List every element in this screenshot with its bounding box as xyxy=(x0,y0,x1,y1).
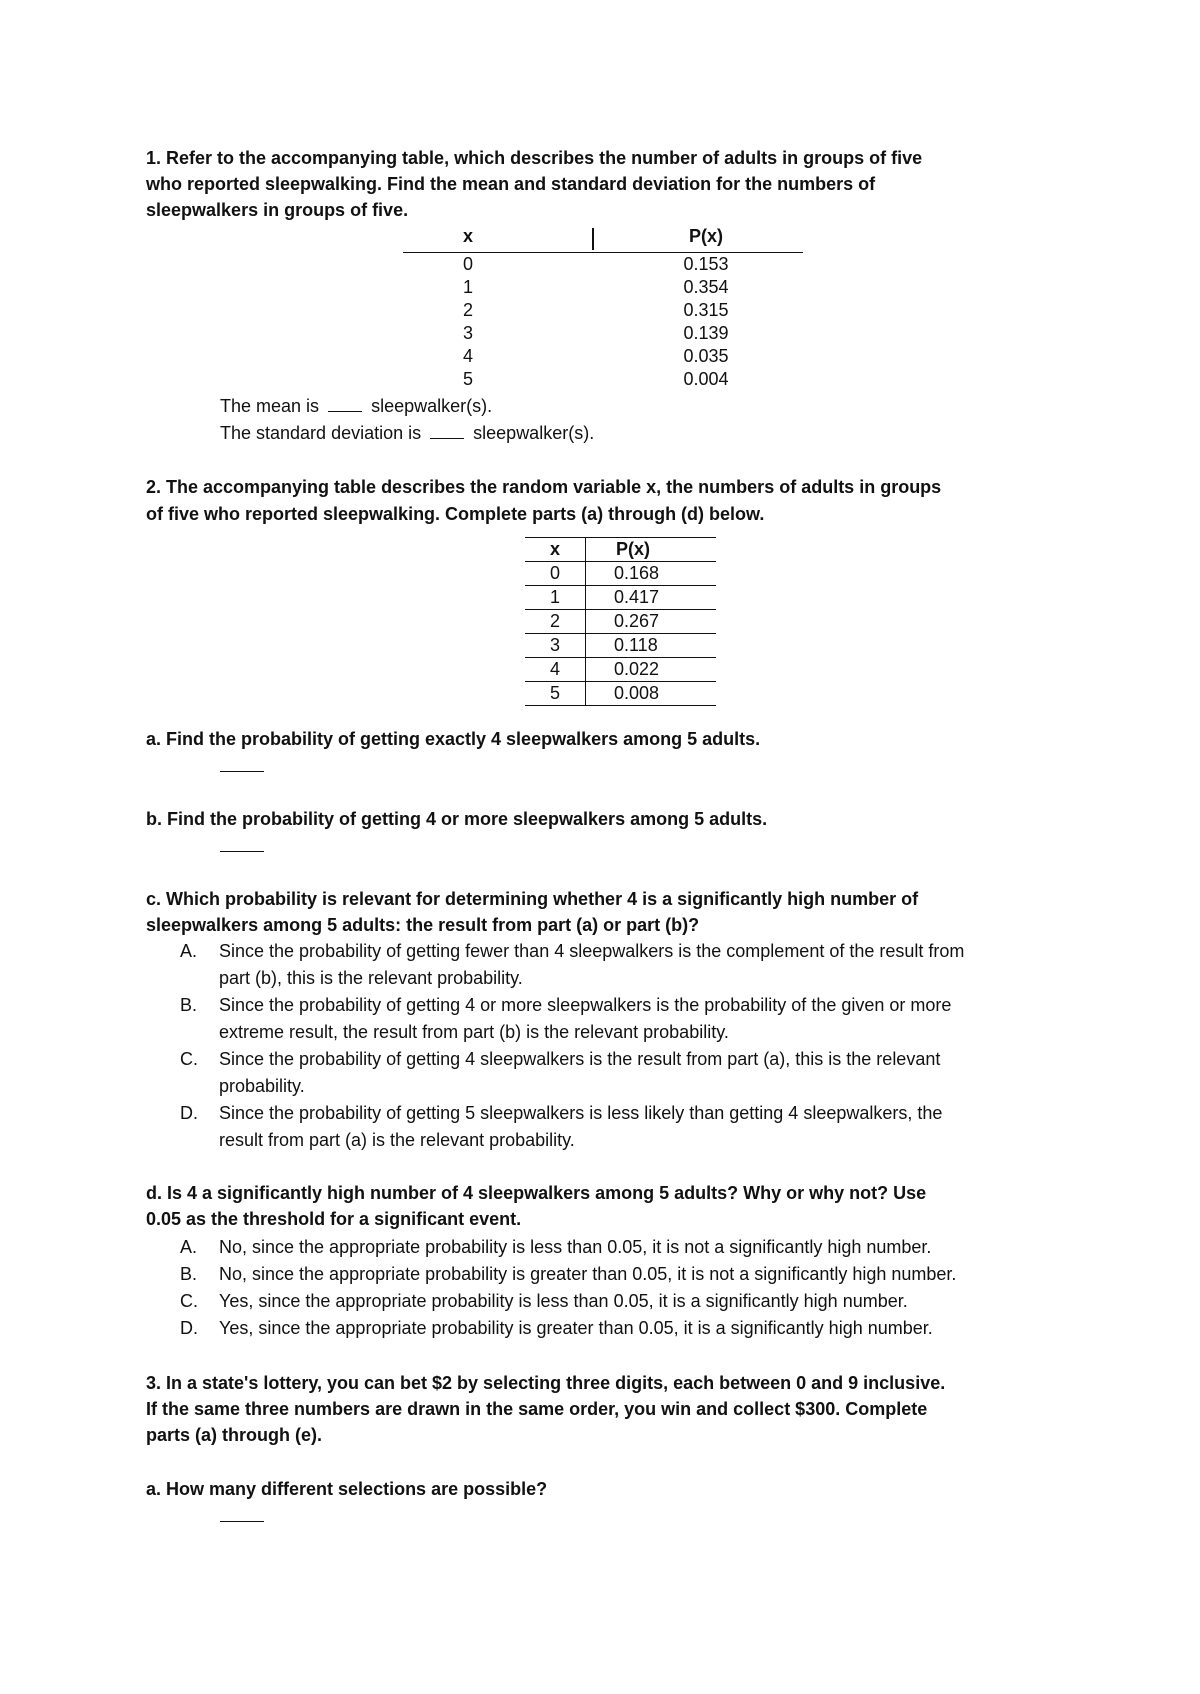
option-letter: C. xyxy=(180,1291,198,1311)
q2-probability-table xyxy=(525,537,716,706)
cell-x: 1 xyxy=(462,277,473,297)
table-row xyxy=(525,658,716,682)
sd-suffix: sleepwalker(s). xyxy=(473,423,595,443)
q2c-line-2: sleepwalkers among 5 adults: the result from part (a) or part (b)? xyxy=(146,915,700,935)
option-text: Yes, since the appropriate probability is less than 0.05, it is a significantly high number. xyxy=(219,1291,908,1311)
table-row xyxy=(403,253,803,276)
q2-line-2: of five who reported sleepwalking. Complete parts (a) through (d) below. xyxy=(146,504,765,524)
q1-table-header xyxy=(403,226,803,253)
q1-mean-answer xyxy=(220,393,492,419)
option-letter: D. xyxy=(180,1103,198,1123)
table-row xyxy=(525,562,716,586)
cell-x: 5 xyxy=(525,682,586,706)
q1-header-px: P(x) xyxy=(688,226,723,246)
option-text: result from part (a) is the relevant probability. xyxy=(219,1130,575,1150)
option-letter: D. xyxy=(180,1318,198,1338)
cell-x: 3 xyxy=(525,634,586,658)
q1-probability-table xyxy=(403,226,803,391)
option-text: probability. xyxy=(219,1076,305,1096)
q2c-line-1: c. Which probability is relevant for determining whether 4 is a significantly high number of xyxy=(146,889,919,909)
q2-header-x: x xyxy=(525,538,586,562)
option-text: No, since the appropriate probability is less than 0.05, it is not a significantly high number. xyxy=(219,1237,932,1257)
table-header-row xyxy=(525,538,716,562)
table-row xyxy=(403,368,803,391)
cell-x: 0 xyxy=(462,254,473,274)
q1-line-3: sleepwalkers in groups of five. xyxy=(146,200,409,220)
cell-px: 0.118 xyxy=(586,634,717,658)
option-text: Since the probability of getting 4 or more sleepwalkers is the probability of the given or more xyxy=(219,995,952,1015)
option-letter: A. xyxy=(180,941,198,961)
q1-sd-answer xyxy=(220,420,594,446)
mean-blank[interactable] xyxy=(328,397,362,412)
cell-px: 0.004 xyxy=(683,369,729,389)
cell-x: 5 xyxy=(462,369,473,389)
q1-header-divider xyxy=(592,228,594,250)
q2d-line-2: 0.05 as the threshold for a significant event. xyxy=(146,1209,522,1229)
cell-x: 4 xyxy=(525,658,586,682)
q2-header-px: P(x) xyxy=(586,538,717,562)
q2a-answer-blank[interactable] xyxy=(220,756,264,777)
q2-line-1: 2. The accompanying table describes the random variable x, the numbers of adults in groups xyxy=(146,477,942,497)
cell-px: 0.354 xyxy=(683,277,729,297)
cell-px: 0.022 xyxy=(586,658,717,682)
option-text: Yes, since the appropriate probability is greater than 0.05, it is a significantly high number. xyxy=(219,1318,933,1338)
q1-line-2: who reported sleepwalking. Find the mean and standard deviation for the numbers of xyxy=(146,174,876,194)
q1-line-1: 1. Refer to the accompanying table, which describes the number of adults in groups of five xyxy=(146,148,923,168)
cell-x: 4 xyxy=(462,346,473,366)
q3a-question: a. How many different selections are possible? xyxy=(146,1479,548,1499)
table-row xyxy=(403,322,803,345)
q3a-answer-blank[interactable] xyxy=(220,1506,264,1527)
q3-line-2: If the same three numbers are drawn in the same order, you win and collect $300. Complete xyxy=(146,1399,928,1419)
mean-prefix: The mean is xyxy=(220,396,320,416)
option-text: extreme result, the result from part (b) is the relevant probability. xyxy=(219,1022,729,1042)
q1-header-x: x xyxy=(462,226,473,246)
sd-blank[interactable] xyxy=(430,424,464,439)
cell-px: 0.008 xyxy=(586,682,717,706)
cell-x: 2 xyxy=(525,610,586,634)
option-text: Since the probability of getting 4 sleepwalkers is the result from part (a), this is the relevant xyxy=(219,1049,941,1069)
option-text: Since the probability of getting 5 sleepwalkers is less likely than getting 4 sleepwalkers, the xyxy=(219,1103,943,1123)
option-letter: B. xyxy=(180,995,198,1015)
cell-px: 0.267 xyxy=(586,610,717,634)
option-letter: B. xyxy=(180,1264,198,1284)
table-row xyxy=(403,345,803,368)
table-row xyxy=(403,299,803,322)
option-text: part (b), this is the relevant probability. xyxy=(219,968,523,988)
cell-x: 0 xyxy=(525,562,586,586)
q2a-question: a. Find the probability of getting exactly 4 sleepwalkers among 5 adults. xyxy=(146,729,761,749)
q2d-line-1: d. Is 4 a significantly high number of 4 sleepwalkers among 5 adults? Why or why not? Use xyxy=(146,1183,927,1203)
option-letter: A. xyxy=(180,1237,198,1257)
table-row xyxy=(525,634,716,658)
q3-line-1: 3. In a state's lottery, you can bet $2 by selecting three digits, each between 0 and 9 inclusive. xyxy=(146,1373,946,1393)
table-row xyxy=(403,276,803,299)
q2b-question: b. Find the probability of getting 4 or more sleepwalkers among 5 adults. xyxy=(146,809,768,829)
table-row xyxy=(525,586,716,610)
sd-prefix: The standard deviation is xyxy=(220,423,422,443)
mean-suffix: sleepwalker(s). xyxy=(371,396,493,416)
cell-px: 0.417 xyxy=(586,586,717,610)
cell-px: 0.153 xyxy=(683,254,729,274)
option-text: No, since the appropriate probability is greater than 0.05, it is not a significantly high number. xyxy=(219,1264,957,1284)
cell-x: 2 xyxy=(462,300,473,320)
cell-x: 3 xyxy=(462,323,473,343)
cell-x: 1 xyxy=(525,586,586,610)
option-letter: C. xyxy=(180,1049,198,1069)
table-row xyxy=(525,682,716,706)
cell-px: 0.035 xyxy=(683,346,729,366)
option-text: Since the probability of getting fewer than 4 sleepwalkers is the complement of the result from xyxy=(219,941,965,961)
cell-px: 0.168 xyxy=(586,562,717,586)
cell-px: 0.315 xyxy=(683,300,729,320)
q2b-answer-blank[interactable] xyxy=(220,836,264,857)
table-row xyxy=(525,610,716,634)
cell-px: 0.139 xyxy=(683,323,729,343)
q3-line-3: parts (a) through (e). xyxy=(146,1425,322,1445)
